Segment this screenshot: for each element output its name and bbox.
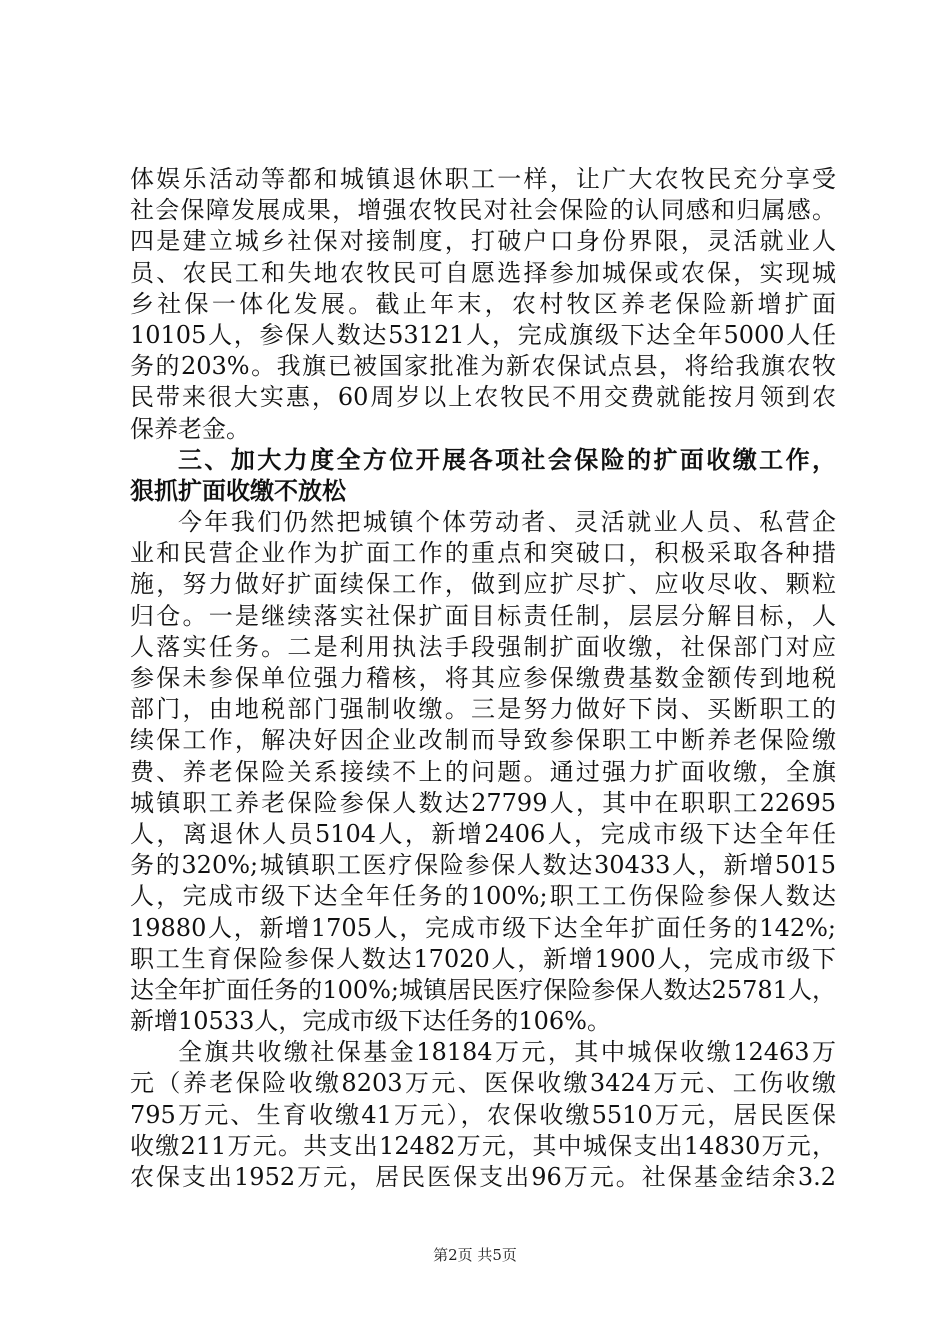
paragraph-line: 10105人，参保人数达53121人，完成旗级下达全年5000人任	[130, 320, 836, 349]
paragraph-line: 员、农民工和失地农牧民可自愿选择参加城保或农保，实现城	[130, 258, 836, 287]
paragraph-line: 务的320%;城镇职工医疗保险参保人数达30433人，新增5015	[130, 851, 836, 880]
paragraph-line: 施，努力做好扩面续保工作，做到应扩尽扩、应收尽收、颗粒	[130, 570, 836, 599]
paragraph-line: 续保工作，解决好因企业改制而导致参保职工中断养老保险缴	[130, 726, 836, 755]
paragraph-line: 部门，由地税部门强制收缴。三是努力做好下岗、买断职工的	[130, 695, 836, 724]
paragraph-line: 新增10533人，完成市级下达任务的106%。	[130, 1007, 611, 1036]
paragraph-line: 职工生育保险参保人数达17020人，新增1900人，完成市级下	[130, 944, 836, 973]
paragraph-line: 四是建立城乡社保对接制度，打破户口身份界限，灵活就业人	[130, 227, 836, 256]
paragraph-line: 收缴211万元。共支出12482万元，其中城保支出14830万元，	[130, 1131, 836, 1160]
paragraph-line: 全旗共收缴社保基金18184万元，其中城保收缴12463万	[178, 1038, 836, 1067]
paragraph-line: 务的203%。我旗已被国家批准为新农保试点县，将给我旗农牧	[130, 352, 836, 381]
paragraph-line: 费、养老保险关系接续不上的问题。通过强力扩面收缴，全旗	[130, 757, 836, 786]
document-body	[130, 164, 836, 1193]
section-heading-line: 狠抓扩面收缴不放松	[130, 476, 346, 505]
paragraph-line: 达全年扩面任务的100%;城镇居民医疗保险参保人数达25781人，	[130, 975, 836, 1004]
paragraph-line: 19880人，新增1705人，完成市级下达全年扩面任务的142%;	[130, 913, 836, 942]
paragraph-line: 城镇职工养老保险参保人数达27799人，其中在职职工22695	[130, 788, 836, 817]
page-number: 第2页 共5页	[433, 1246, 517, 1264]
page-footer	[0, 1244, 950, 1265]
paragraph-line: 乡社保一体化发展。截止年末，农村牧区养老保险新增扩面	[130, 289, 836, 318]
paragraph-line: 人，完成市级下达全年任务的100%;职工工伤保险参保人数达	[130, 882, 836, 911]
paragraph-line: 业和民营企业作为扩面工作的重点和突破口，积极采取各种措	[130, 539, 836, 568]
paragraph-line: 社会保障发展成果，增强农牧民对社会保险的认同感和归属感。	[130, 196, 836, 225]
paragraph-line: 今年我们仍然把城镇个体劳动者、灵活就业人员、私营企	[178, 508, 836, 537]
section-heading-line: 三、加大力度全方位开展各项社会保险的扩面收缴工作，	[178, 445, 836, 474]
paragraph-line: 795万元、生育收缴41万元），农保收缴5510万元，居民医保	[130, 1100, 836, 1129]
paragraph-line: 人，离退休人员5104人，新增2406人，完成市级下达全年任	[130, 819, 836, 848]
paragraph-line: 民带来很大实惠，60周岁以上农牧民不用交费就能按月领到农	[130, 383, 836, 412]
paragraph-line: 归仓。一是继续落实社保扩面目标责任制，层层分解目标，人	[130, 601, 836, 630]
paragraph-line: 农保支出1952万元，居民医保支出96万元。社保基金结余3.2	[130, 1163, 836, 1191]
paragraph-line: 体娱乐活动等都和城镇退休职工一样，让广大农牧民充分享受	[130, 165, 836, 193]
paragraph-line: 人落实任务。二是利用执法手段强制扩面收缴，社保部门对应	[130, 632, 836, 661]
paragraph-line: 保养老金。	[130, 414, 250, 443]
paragraph-line: 元（养老保险收缴8203万元、医保收缴3424万元、工伤收缴	[130, 1069, 836, 1098]
paragraph-line: 参保未参保单位强力稽核，将其应参保缴费基数金额传到地税	[130, 664, 836, 692]
